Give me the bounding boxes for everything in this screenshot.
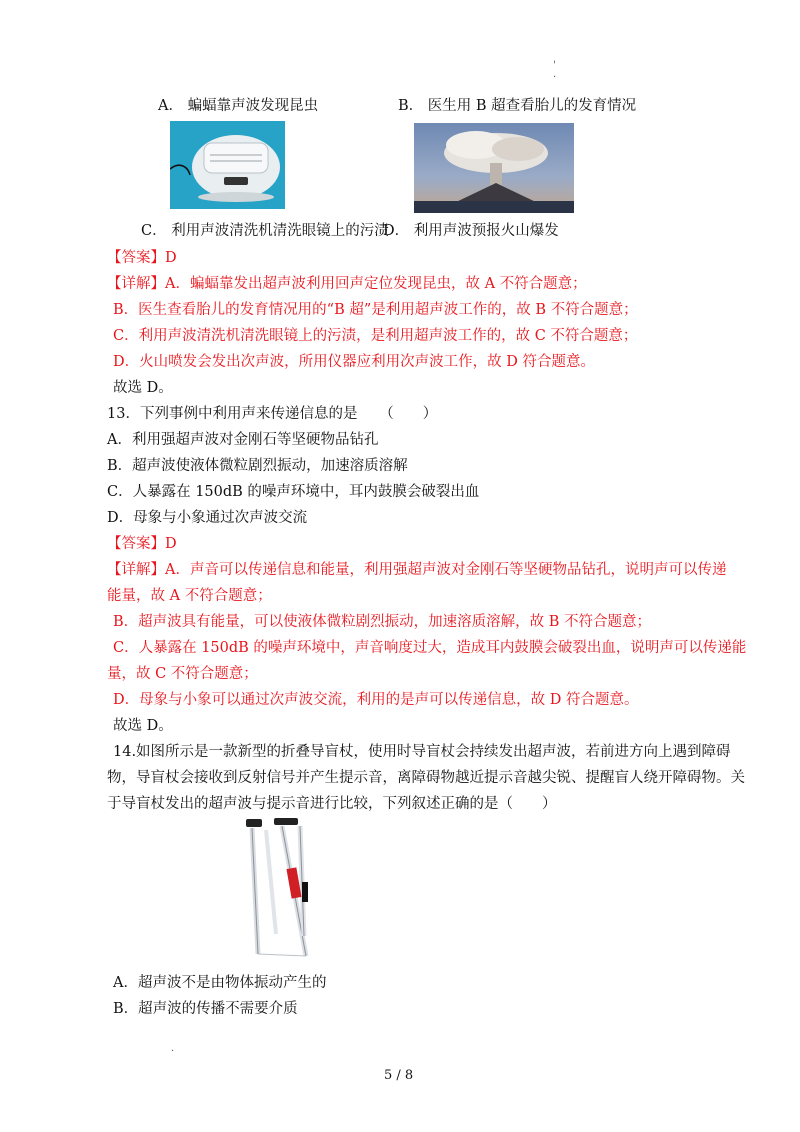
q14-stem-line-1: 14.如图所示是一款新型的折叠导盲杖，使用时导盲杖会持续发出超声波，若前进方向上遇到障碍 — [113, 744, 731, 760]
ultrasonic-cleaner-image — [170, 121, 285, 209]
q12-explain-b: B．医生查看胎儿的发育情况用的“B 超”是利用超声波工作的，故 B 不符合题意； — [113, 302, 638, 318]
q14-stem-line-3: 于导盲杖发出的超声波与提示音进行比较，下列叙述正确的是（ ） — [107, 796, 557, 812]
q13-stem: 13．下列事例中利用声来传递信息的是 （ ） — [107, 406, 438, 422]
stray-mark: · — [553, 72, 557, 83]
q13-answer: 【答案】D — [107, 536, 177, 552]
q12-option-a: A． 蝙蝠靠声波发现昆虫 — [158, 98, 319, 114]
q13-explain-d: D．母象与小象可以通过次声波交流，利用的是声可以传递信息，故 D 符合题意。 — [113, 692, 639, 708]
q13-explain-b: B．超声波具有能量，可以使液体微粒剧烈振动，加速溶质溶解，故 B 不符合题意； — [113, 614, 652, 630]
q12-explain-c: C．利用声波清洗机清洗眼镜上的污渍，是利用超声波工作的，故 C 不符合题意； — [113, 328, 638, 344]
stray-mark: · — [171, 1046, 175, 1057]
folding-cane-image — [238, 816, 330, 961]
q13-explain-a-1: 【详解】A．声音可以传递信息和能量，利用强超声波对金刚石等坚硬物品钻孔，说明声可以传递 — [107, 562, 727, 578]
q12-conclusion: 故选 D。 — [113, 380, 173, 396]
q13-explain-c-2: 量，故 C 不符合题意； — [107, 666, 258, 682]
q13-explain-c-1: C．人暴露在 150dB 的噪声环境中，声音响度过大，造成耳内鼓膜会破裂出血，说明声可以传递能 — [113, 640, 747, 656]
q12-option-c: C． 利用声波清洗机清洗眼镜上的污渍 — [141, 223, 389, 239]
volcano-eruption-image — [414, 123, 574, 213]
q14-option-a: A．超声波不是由物体振动产生的 — [113, 975, 327, 991]
q12-answer: 【答案】D — [107, 250, 177, 266]
q13-conclusion: 故选 D。 — [113, 718, 173, 734]
q14-stem-line-2: 物，导盲杖会接收到反射信号并产生提示音，离障碍物越近提示音越尖锐、提醒盲人绕开障碍物。关 — [107, 770, 745, 786]
q13-option-c: C．人暴露在 150dB 的噪声环境中，耳内鼓膜会破裂出血 — [107, 484, 480, 500]
q12-explain-a: 【详解】A．蝙蝠靠发出超声波利用回声定位发现昆虫，故 A 不符合题意； — [107, 276, 587, 292]
q12-option-b: B． 医生用 B 超查看胎儿的发育情况 — [398, 98, 637, 114]
q14-option-b: B．超声波的传播不需要介质 — [113, 1001, 298, 1017]
q12-explain-d: D．火山喷发会发出次声波，所用仪器应利用次声波工作，故 D 符合题意。 — [113, 354, 595, 370]
q13-explain-a-2: 能量，故 A 不符合题意； — [107, 588, 272, 604]
q13-option-b: B．超声波使液体微粒剧烈振动，加速溶质溶解 — [107, 458, 408, 474]
q13-option-a: A．利用强超声波对金刚石等坚硬物品钻孔 — [107, 432, 379, 448]
q12-option-d: D． 利用声波预报火山爆发 — [383, 223, 559, 239]
page-number: 5 / 8 — [384, 1068, 414, 1083]
q13-option-d: D．母象与小象通过次声波交流 — [107, 510, 308, 526]
stray-mark: ' — [553, 60, 556, 71]
